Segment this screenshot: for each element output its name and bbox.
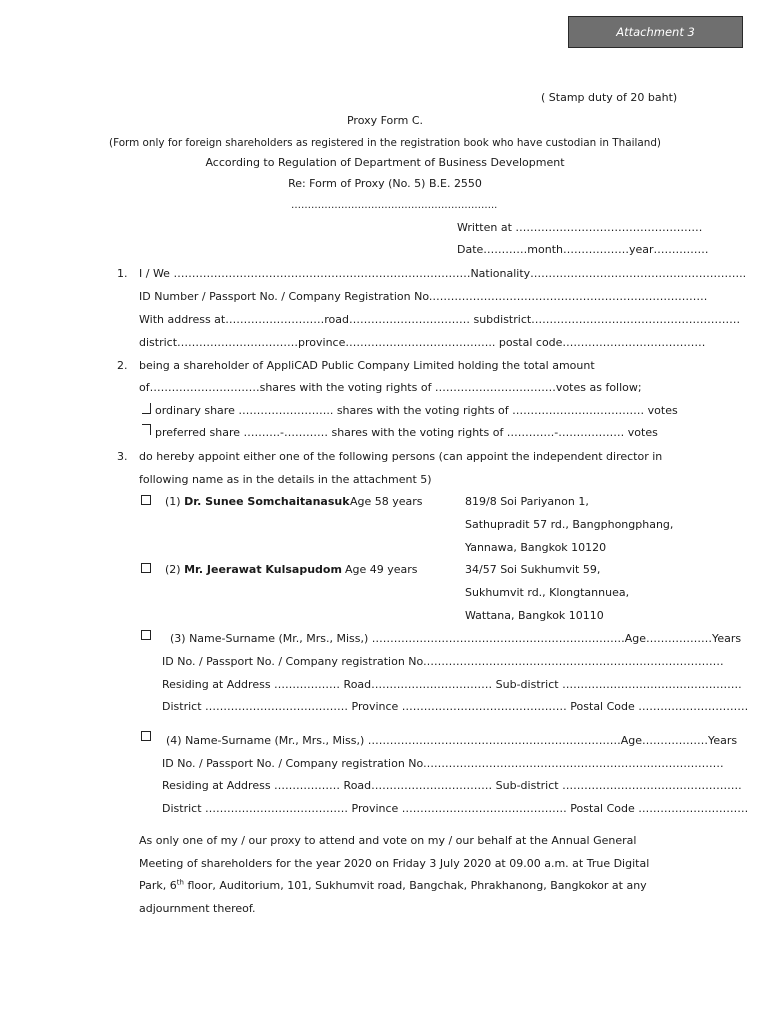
id-number-field[interactable]: ID Number / Passport No. / Company Registration No.………………………………………………………………… xyxy=(139,290,708,303)
form-subtitle-custodian: (Form only for foreign shareholders as registered in the registration book who have custodian in Thailand) xyxy=(109,137,661,149)
preferred-share-field[interactable]: preferred share ……….-………… shares with the voting rights of ………….-……………… votes xyxy=(155,426,658,439)
proxy-4-id-field[interactable]: ID No. / Passport No. / Company registration No.……………………………………………………………………… xyxy=(162,757,724,770)
closing-line-2: Meeting of shareholders for the year 2020 on Friday 3 July 2020 at 09.00 a.m. at True Digital xyxy=(139,857,650,870)
name-nationality-field[interactable]: I / We ………………………………………………………………………Nationality………………………………………………….. xyxy=(139,267,747,280)
form-title: Proxy Form C. xyxy=(346,114,423,127)
written-at-field[interactable]: Written at …………………………………………… xyxy=(457,221,703,234)
item-1-number: 1. xyxy=(117,267,128,280)
proxy-2-person xyxy=(165,563,342,577)
closing-line-3-end: floor, Auditorium, 101, Sukhumvit road, Bangchak, Phrakhanong, Bangkokor at any xyxy=(183,879,647,892)
proxy-2-address-line-3: Wattana, Bangkok 10110 xyxy=(465,609,604,622)
stamp-duty-note: ( Stamp duty of 20 baht) xyxy=(541,91,678,104)
proxy-4-district-field[interactable]: District ………………………………… Province ……………………………………… Postal Code ………………………… xyxy=(162,802,749,815)
item-3-number: 3. xyxy=(117,450,128,463)
proxy-1-checkbox[interactable] xyxy=(141,495,151,505)
proxy-4-checkbox[interactable] xyxy=(141,731,151,741)
proxy-4-address-field[interactable]: Residing at Address ……………… Road…………………………… Sub-district …………………………………………. xyxy=(162,779,742,792)
ordinal-suffix: th xyxy=(176,878,184,887)
proxy-3-checkbox[interactable] xyxy=(141,630,151,640)
appointment-statement: do hereby appoint either one of the following persons (can appoint the independent director in xyxy=(139,450,663,463)
total-shares-field[interactable]: of…………………………shares with the voting rights of ……………………………votes as follow; xyxy=(139,381,642,394)
proxy-2-address-line-1: 34/57 Soi Sukhumvit 59, xyxy=(465,563,601,576)
proxy-2-index: (2) xyxy=(165,563,185,576)
proxy-1-person xyxy=(165,495,350,509)
closing-line-4: adjournment thereof. xyxy=(139,902,256,915)
proxy-2-age: Age 49 years xyxy=(345,563,418,576)
reference-number-field[interactable]: …………………………………………………….. xyxy=(291,200,498,211)
proxy-1-address-line-1: 819/8 Soi Pariyanon 1, xyxy=(465,495,589,508)
proxy-1-name: Dr. Sunee Somchaitanasuk xyxy=(184,495,350,508)
proxy-2-address-line-2: Sukhumvit rd., Klongtannuea, xyxy=(465,586,630,599)
closing-line-3-start: Park, 6 xyxy=(139,879,177,892)
date-field[interactable]: Date…………month………………year…………… xyxy=(457,243,709,256)
proxy-1-age: Age 58 years xyxy=(350,495,423,508)
attachment-label: Attachment 3 xyxy=(568,16,743,48)
ordinary-share-field[interactable]: ordinary share …………………….. shares with the voting rights of ……………………………… votes xyxy=(155,404,678,417)
proxy-1-address-line-3: Yannawa, Bangkok 10120 xyxy=(465,541,607,554)
closing-line-3 xyxy=(139,879,647,893)
form-subtitle-reference: Re: Form of Proxy (No. 5) B.E. 2550 xyxy=(288,177,482,190)
address-field[interactable]: With address at………………………road…………………………… subdistrict………………………………………………… xyxy=(139,313,741,326)
proxy-3-address-field[interactable]: Residing at Address ……………… Road…………………………… Sub-district …………………………………………. xyxy=(162,678,742,691)
proxy-1-address-line-2: Sathupradit 57 rd., Bangphongphang, xyxy=(465,518,674,531)
district-field[interactable]: district……………………………province………………………………….. postal code………………………………… xyxy=(139,336,706,349)
proxy-3-name-field[interactable]: (3) Name-Surname (Mr., Mrs., Miss,) ……………………………………………………………Age………………Years xyxy=(170,632,742,645)
shareholder-statement: being a shareholder of AppliCAD Public Company Limited holding the total amount xyxy=(139,359,595,372)
proxy-3-id-field[interactable]: ID No. / Passport No. / Company registration No.……………………………………………………………………… xyxy=(162,655,724,668)
appointment-statement-cont: following name as in the details in the attachment 5) xyxy=(139,473,432,486)
proxy-3-district-field[interactable]: District ………………………………… Province ……………………………………… Postal Code ………………………… xyxy=(162,700,749,713)
preferred-share-checkbox[interactable] xyxy=(141,423,153,437)
closing-line-1: As only one of my / our proxy to attend and vote on my / our behalf at the Annual General xyxy=(139,834,637,847)
proxy-1-index: (1) xyxy=(165,495,185,508)
proxy-4-name-field[interactable]: (4) Name-Surname (Mr., Mrs., Miss,) ……………………………………………………………Age………………Years xyxy=(166,734,738,747)
item-2-number: 2. xyxy=(117,359,128,372)
ordinary-share-checkbox[interactable] xyxy=(141,401,153,415)
form-subtitle-regulation: According to Regulation of Department of Business Development xyxy=(205,156,565,169)
proxy-2-name: Mr. Jeerawat Kulsapudom xyxy=(184,563,342,576)
proxy-2-checkbox[interactable] xyxy=(141,563,151,573)
